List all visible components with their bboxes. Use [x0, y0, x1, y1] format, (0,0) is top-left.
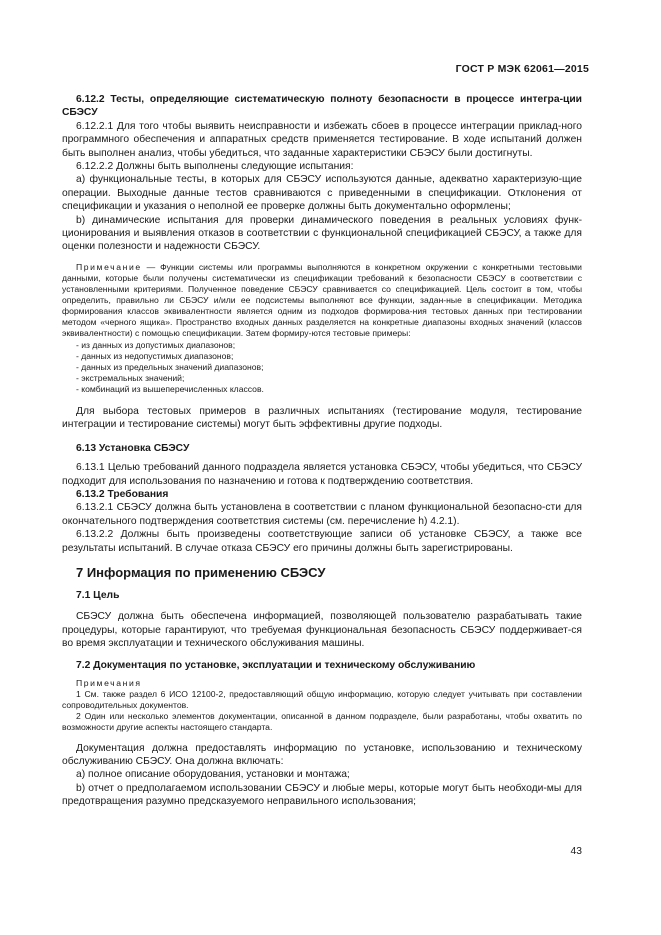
paragraph-6-12-2-1: 6.12.2.1 Для того чтобы выявить неисправности и избежать сбоев в процессе интеграции приклад-ного программного обеспечения и аппаратных средств применяется тестирование. В ходе испытаний должен быть выполнен анализ, чтобы убедиться, что заданные характеристики СБЭСУ были достигнуты.: [62, 120, 582, 159]
section-7-1-title: 7.1 Цель: [76, 590, 120, 602]
note-2: 2 Один или несколько элементов документации, описанной в данном подразделе, были разработаны, чтобы охватить по возможности другие аспекты настоящего стандарта.: [62, 711, 582, 733]
list-item: - экстремальных значений;: [76, 372, 185, 383]
item-b-dynamic-tests: b) динамические испытания для проверки динамического поведения в реальных условиях функ-ционирования и выявления отказов в соответствии с функциональной спецификацией СБЭСУ, а также для оценки полезности и надежности СБЭСУ.: [62, 214, 582, 253]
note-text: — Функции системы или программы выполняются в конкретном окружении с конкретными тестовыми данными, которые были получены систематически из спецификации требований к безопасности СБЭСУ в соответствии с установленными критериями. Полученное поведение СБЭСУ сравнивается со спецификацией. Цель состоит в том, чтобы определить, правильно ли СБЭСУ и/или ее подсистемы выполняют все функции, задан-ные в спецификации. Методика формирования классов эквивалентности является одним из подходов формирова-ния тестовых данных при тестировании методом «черного ящика». Пространство входных данных разделяется на конкретные диапазоны входных значений (классов эквивалентности) с помощью спецификации. Затем формиру-ются тестовые примеры:: [62, 261, 582, 339]
note-1: 1 См. также раздел 6 ИСО 12100-2, предоставляющий общую информацию, которую следует учитывать при составлении сопроводительных документов.: [62, 689, 582, 711]
paragraph-other-approaches: Для выбора тестовых примеров в различных испытаниях (тестирование модуля, тестирование интеграции и тестирование системы) могут быть эффективны другие подходы.: [62, 406, 582, 431]
test-example-list: [62, 340, 582, 395]
section-7-2-title: 7.2 Документация по установке, эксплуатации и техническому обслуживанию: [76, 659, 476, 671]
note-block: [62, 262, 582, 395]
notes-block: [62, 678, 582, 733]
notes-label: Примечания: [76, 678, 142, 689]
document-code: ГОСТ Р МЭК 62061—2015: [455, 63, 589, 75]
item-b-intended-use: b) отчет о предполагаемом использовании СБЭСУ и любые меры, которые могут быть необходи-мы для предотвращения разумно предсказуемого неправильного использования;: [62, 782, 582, 808]
paragraph-7-2-intro: Документация должна предоставлять информацию по установке, использованию и техническому обслуживанию СБЭСУ. Она должна включать:: [62, 742, 582, 767]
paragraph-6-13-1: 6.13.1 Целью требований данного подраздела является установка СБЭСУ, чтобы убедиться, что СБЭСУ подходит для использования по назначению и готова к подтверждению соответствия.: [62, 462, 582, 487]
section-6-12-2-title: 6.12.2 Тесты, определяющие систематическую полноту безопасности в процессе интегра-ции СБЭСУ: [62, 94, 582, 119]
item-a-description: a) полное описание оборудования, установки и монтажа;: [76, 769, 350, 781]
note-label: Примечание: [76, 261, 142, 272]
section-6-13-title: 6.13 Установка СБЭСУ: [76, 442, 190, 454]
section-6-13-2-title: 6.13.2 Требования: [76, 489, 169, 501]
paragraph-7-1: СБЭСУ должна быть обеспечена информацией, позволяющей пользователю разрабатывать такие процедуры, которые гарантируют, что требуемая функциональная безопасность СБЭСУ поддерживает-ся во время эксплуатации и технического обслуживания машины.: [62, 611, 582, 650]
section-7-title: 7 Информация по применению СБЭСУ: [76, 565, 326, 581]
paragraph-6-13-2-1: 6.13.2.1 СБЭСУ должна быть установлена в соответствии с планом функциональной безопасно-сти для окончательного подтверждения соответствия системы (см. перечисление h) 4.2.1).: [62, 502, 582, 527]
list-item: - данных из недопустимых диапазонов;: [76, 350, 234, 361]
list-item: - из данных из допустимых диапазонов;: [76, 339, 236, 350]
item-a-functional-tests: a) функциональные тесты, в которых для СБЭСУ используются данные, адекватно характеризую-щие операции. Выходные данные тестов сравниваются с приведенными в спецификации. Отклонения от спецификации и указания о неполной ее проверке должны быть документально оформлены;: [62, 174, 582, 213]
page-content: [62, 93, 582, 809]
list-item: - данных из предельных значений диапазонов;: [76, 361, 264, 372]
paragraph-6-13-2-2: 6.13.2.2 Должны быть произведены соответствующие записи об установке СБЭСУ, а также все результаты испытаний. В случае отказа СБЭСУ его причины должны быть зарегистрированы.: [62, 529, 582, 554]
list-item: - комбинаций из вышеперечисленных классов.: [76, 383, 264, 394]
page-number: 43: [570, 846, 582, 857]
paragraph-6-12-2-2: 6.12.2.2 Должны быть выполнены следующие испытания:: [76, 161, 354, 173]
